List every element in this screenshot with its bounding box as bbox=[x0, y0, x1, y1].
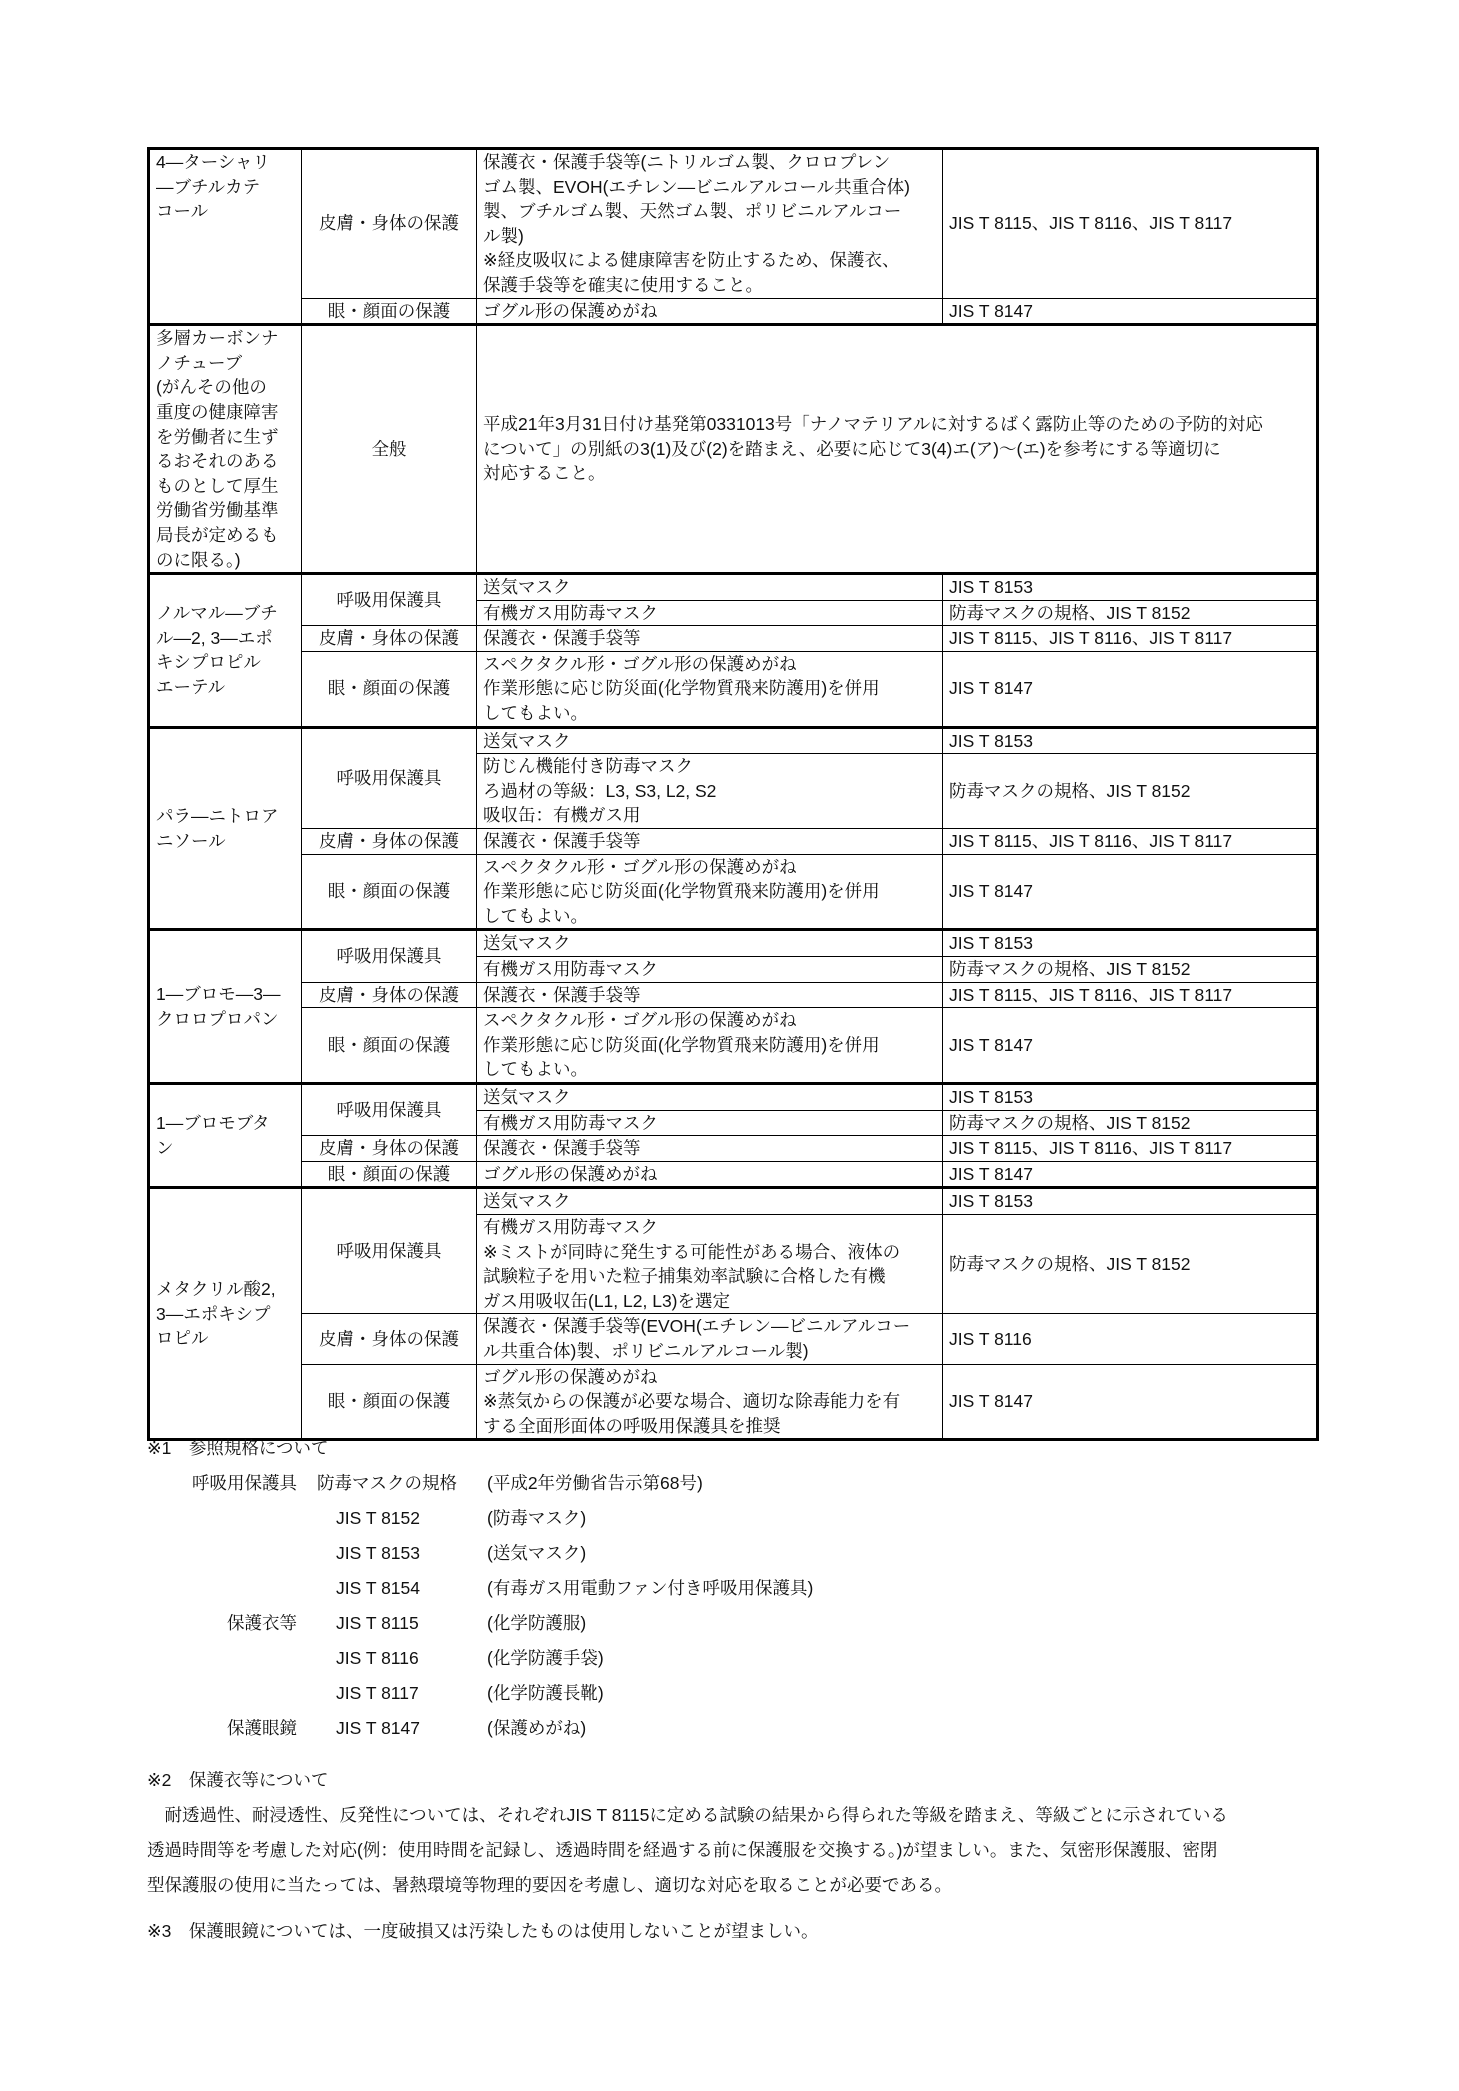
reference-standard: JIS T 8153 bbox=[943, 1083, 1318, 1110]
table-row bbox=[149, 982, 1318, 1008]
table-row bbox=[149, 1314, 1318, 1364]
substance-name: ノルマル―ブチ ル―2, 3―エポ キシプロピル エーテル bbox=[149, 574, 302, 728]
reference-standard: JIS T 8147 bbox=[943, 1161, 1318, 1188]
table-row bbox=[149, 727, 1318, 754]
equipment-description: 有機ガス用防毒マスク ※ミストが同時に発生する可能性がある場合、液体の 試験粒子を用いた粒子捕集効率試験に合格した有機 ガス用吸収缶(L1, L2, L3)を選定 bbox=[477, 1214, 943, 1313]
table-row bbox=[149, 1161, 1318, 1188]
equipment-description: 保護衣・保護手袋等(ニトリルゴム製、クロロプレン ゴム製、EVOH(エチレン―ビニルアルコール共重合体) 製、ブチルゴム製、天然ゴム製、ポリビニルアルコー ル製) ※経皮吸収による健康障害を防止するため、保護衣、 保護手袋等を確実に使用すること。 bbox=[477, 149, 943, 299]
note3-text: ※3 保護眼鏡については、一度破損又は汚染したものは使用しないことが望ましい。 bbox=[147, 1921, 819, 1941]
equipment-description: 送気マスク bbox=[477, 1188, 943, 1215]
protection-category: 呼吸用保護具 bbox=[302, 1083, 477, 1135]
substance-name: メタクリル酸2, 3―エポキシプ ロピル bbox=[149, 1188, 302, 1440]
protection-category: 呼吸用保護具 bbox=[302, 727, 477, 828]
reference-standard: 防毒マスクの規格、JIS T 8152 bbox=[943, 957, 1318, 983]
reference-standard: JIS T 8115、JIS T 8116、JIS T 8117 bbox=[943, 982, 1318, 1008]
protection-category: 呼吸用保護具 bbox=[302, 930, 477, 982]
reference-standard: JIS T 8147 bbox=[943, 1364, 1318, 1440]
reference-description: (保護めがね) bbox=[487, 1718, 587, 1738]
table-row bbox=[149, 574, 1318, 601]
protection-category: 眼・顔面の保護 bbox=[302, 854, 477, 930]
reference-standard: JIS T 8147 bbox=[943, 1008, 1318, 1084]
equipment-description: ゴグル形の保護めがね ※蒸気からの保護が必要な場合、適切な除毒能力を有 する全面形面体の呼吸用保護具を推奨 bbox=[477, 1364, 943, 1440]
protection-category: 皮膚・身体の保護 bbox=[302, 982, 477, 1008]
protection-category: 呼吸用保護具 bbox=[302, 1188, 477, 1314]
equipment-description: ゴグル形の保護めがね bbox=[477, 298, 943, 325]
reference-description: (平成2年労働省告示第68号) bbox=[487, 1473, 703, 1493]
table-row bbox=[149, 829, 1318, 855]
reference-code: JIS T 8117 bbox=[336, 1683, 419, 1703]
reference-row bbox=[147, 1576, 1317, 1602]
reference-row bbox=[147, 1611, 1317, 1637]
equipment-description: 送気マスク bbox=[477, 930, 943, 957]
reference-standard: JIS T 8153 bbox=[943, 930, 1318, 957]
equipment-description: 送気マスク bbox=[477, 727, 943, 754]
substance-name: パラ―ニトロア ニソール bbox=[149, 727, 302, 930]
substance-name: 1―ブロモブタ ン bbox=[149, 1083, 302, 1187]
table-row bbox=[149, 651, 1318, 727]
substance-name: 4―ターシャリ ―ブチルカテ コール bbox=[149, 149, 302, 325]
reference-row bbox=[147, 1506, 1317, 1532]
equipment-description: スペクタクル形・ゴグル形の保護めがね 作業形態に応じ防災面(化学物質飛来防護用)を併用 してもよい。 bbox=[477, 1008, 943, 1084]
reference-code: JIS T 8116 bbox=[336, 1648, 419, 1668]
equipment-description: スペクタクル形・ゴグル形の保護めがね 作業形態に応じ防災面(化学物質飛来防護用)を併用 してもよい。 bbox=[477, 651, 943, 727]
note2-text-line: 透過時間等を考慮した対応(例：使用時間を記録し、透過時間を経過する前に保護服を交換する。)が望ましい。また、気密形保護服、密閉 bbox=[147, 1840, 1218, 1860]
equipment-description: 保護衣・保護手袋等 bbox=[477, 829, 943, 855]
table-row bbox=[149, 325, 1318, 574]
table-row bbox=[149, 298, 1318, 325]
equipment-description: 保護衣・保護手袋等 bbox=[477, 626, 943, 652]
note2-text-line: 型保護服の使用に当たっては、暑熱環境等物理的要因を考慮し、適切な対応を取ることが必要である。 bbox=[147, 1875, 952, 1895]
equipment-description: 防じん機能付き防毒マスク ろ過材の等級：L3, S3, L2, S2 吸収缶：有機ガス用 bbox=[477, 754, 943, 829]
reference-row bbox=[147, 1716, 1317, 1742]
protection-category: 皮膚・身体の保護 bbox=[302, 1136, 477, 1162]
reference-row bbox=[147, 1541, 1317, 1567]
equipment-description: スペクタクル形・ゴグル形の保護めがね 作業形態に応じ防災面(化学物質飛来防護用)を併用 してもよい。 bbox=[477, 854, 943, 930]
equipment-description: 送気マスク bbox=[477, 574, 943, 601]
table-row bbox=[149, 1083, 1318, 1110]
reference-row bbox=[147, 1471, 1317, 1497]
reference-standard: JIS T 8147 bbox=[943, 651, 1318, 727]
reference-description: (有毒ガス用電動ファン付き呼吸用保護具) bbox=[487, 1578, 814, 1598]
note2-title: ※2 保護衣等について bbox=[147, 1770, 329, 1790]
reference-row bbox=[147, 1681, 1317, 1707]
reference-code: 防毒マスクの規格 bbox=[317, 1473, 457, 1493]
protection-category: 呼吸用保護具 bbox=[302, 574, 477, 626]
protection-category: 全般 bbox=[302, 325, 477, 574]
reference-description: (防毒マスク) bbox=[487, 1508, 587, 1528]
reference-standard: JIS T 8115、JIS T 8116、JIS T 8117 bbox=[943, 829, 1318, 855]
table-row bbox=[149, 1188, 1318, 1215]
table-row bbox=[149, 854, 1318, 930]
protection-category: 皮膚・身体の保護 bbox=[302, 1314, 477, 1364]
equipment-description: ゴグル形の保護めがね bbox=[477, 1161, 943, 1188]
table-row bbox=[149, 930, 1318, 957]
reference-standard: JIS T 8115、JIS T 8116、JIS T 8117 bbox=[943, 149, 1318, 299]
reference-description: (化学防護長靴) bbox=[487, 1683, 604, 1703]
table-body bbox=[149, 149, 1318, 1440]
equipment-description: 平成21年3月31日付け基発第0331013号「ナノマテリアルに対するばく露防止等のための予防的対応 について」の別紙の3(1)及び(2)を踏まえ、必要に応じて3(4)エ(ア)～(エ)を参考にする等適切に 対応すること。 bbox=[477, 325, 1318, 574]
reference-standard: JIS T 8147 bbox=[943, 298, 1318, 325]
protection-category: 眼・顔面の保護 bbox=[302, 298, 477, 325]
reference-code: JIS T 8152 bbox=[336, 1508, 420, 1528]
reference-standard: 防毒マスクの規格、JIS T 8152 bbox=[943, 754, 1318, 829]
table-row bbox=[149, 1136, 1318, 1162]
table-row bbox=[149, 626, 1318, 652]
reference-row bbox=[147, 1646, 1317, 1672]
reference-standard: JIS T 8153 bbox=[943, 1188, 1318, 1215]
protection-category: 眼・顔面の保護 bbox=[302, 1364, 477, 1440]
reference-code: JIS T 8147 bbox=[336, 1718, 420, 1738]
reference-standard: JIS T 8153 bbox=[943, 727, 1318, 754]
substance-name: 多層カーボンナ ノチューブ (がんその他の 重度の健康障害 を労働者に生ず るおそれのある ものとして厚生 労働省労働基準 局長が定めるも のに限る。) bbox=[149, 325, 302, 574]
protection-category: 皮膚・身体の保護 bbox=[302, 149, 477, 299]
reference-description: (化学防護手袋) bbox=[487, 1648, 604, 1668]
reference-standard: JIS T 8147 bbox=[943, 854, 1318, 930]
reference-category: 保護眼鏡 bbox=[227, 1718, 297, 1738]
reference-standard: JIS T 8153 bbox=[943, 574, 1318, 601]
reference-code: JIS T 8153 bbox=[336, 1543, 420, 1563]
reference-category: 呼吸用保護具 bbox=[192, 1473, 297, 1493]
reference-standard: 防毒マスクの規格、JIS T 8152 bbox=[943, 1214, 1318, 1313]
substance-name: 1―ブロモ―3― クロロプロパン bbox=[149, 930, 302, 1084]
equipment-description: 送気マスク bbox=[477, 1083, 943, 1110]
table-row bbox=[149, 1008, 1318, 1084]
reference-description: (化学防護服) bbox=[487, 1613, 587, 1633]
reference-standard: JIS T 8115、JIS T 8116、JIS T 8117 bbox=[943, 626, 1318, 652]
equipment-description: 有機ガス用防毒マスク bbox=[477, 1110, 943, 1136]
equipment-description: 保護衣・保護手袋等 bbox=[477, 982, 943, 1008]
reference-category: 保護衣等 bbox=[227, 1613, 297, 1633]
table-row bbox=[149, 149, 1318, 299]
protective-equipment-table bbox=[147, 147, 1319, 1441]
reference-code: JIS T 8154 bbox=[336, 1578, 420, 1598]
note2-text-line: 耐透過性、耐浸透性、反発性については、それぞれJIS T 8115に定める試験の結果から得られた等級を踏まえ、等級ごとに示されている bbox=[147, 1805, 1228, 1825]
table-row bbox=[149, 1364, 1318, 1440]
reference-description: (送気マスク) bbox=[487, 1543, 587, 1563]
reference-standard: JIS T 8115、JIS T 8116、JIS T 8117 bbox=[943, 1136, 1318, 1162]
reference-standard: JIS T 8116 bbox=[943, 1314, 1318, 1364]
reference-standard: 防毒マスクの規格、JIS T 8152 bbox=[943, 1110, 1318, 1136]
equipment-description: 有機ガス用防毒マスク bbox=[477, 957, 943, 983]
protection-category: 眼・顔面の保護 bbox=[302, 1161, 477, 1188]
equipment-description: 保護衣・保護手袋等(EVOH(エチレン―ビニルアルコー ル共重合体)製、ポリビニルアルコール製) bbox=[477, 1314, 943, 1364]
reference-code: JIS T 8115 bbox=[336, 1613, 419, 1633]
protection-category: 眼・顔面の保護 bbox=[302, 1008, 477, 1084]
protection-category: 皮膚・身体の保護 bbox=[302, 829, 477, 855]
protection-category: 眼・顔面の保護 bbox=[302, 651, 477, 727]
reference-standard: 防毒マスクの規格、JIS T 8152 bbox=[943, 600, 1318, 626]
note1-title: ※1 参照規格について bbox=[147, 1438, 329, 1458]
equipment-description: 保護衣・保護手袋等 bbox=[477, 1136, 943, 1162]
equipment-description: 有機ガス用防毒マスク bbox=[477, 600, 943, 626]
protection-category: 皮膚・身体の保護 bbox=[302, 626, 477, 652]
